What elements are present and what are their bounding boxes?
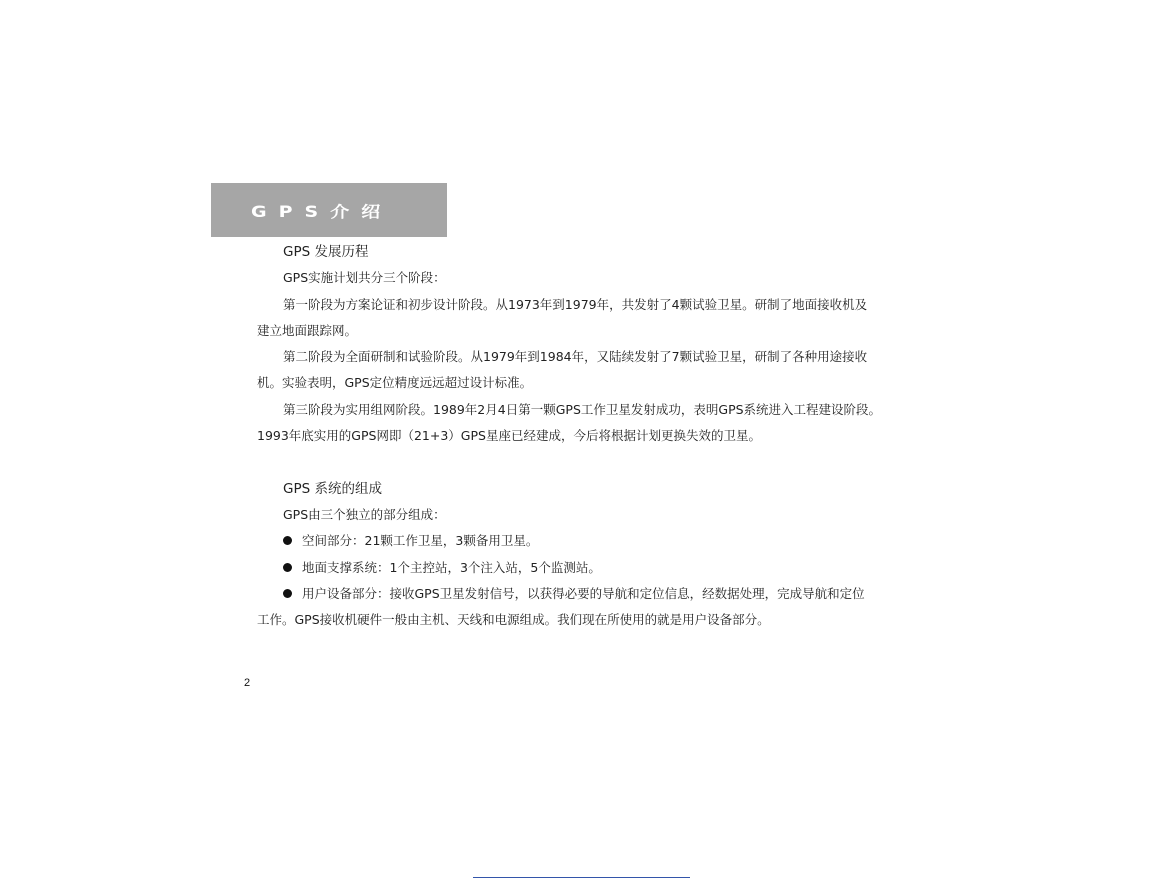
paragraph-line: 机。实验表明，GPS定位精度远远超过设计标准。	[257, 375, 533, 391]
list-item	[257, 581, 917, 607]
paragraph-line: 第三阶段为实用组网阶段。1989年2月4日第一颗GPS工作卫星发射成功，表明GPS系统进入工程建设阶段。	[283, 401, 882, 417]
list-item-text: 空间部分：21颗工作卫星，3颗备用卫星。	[302, 533, 539, 549]
bullet-icon	[283, 589, 292, 598]
list-item	[257, 528, 917, 554]
banner-title: GPS介绍	[251, 202, 393, 222]
bullet-icon	[283, 536, 292, 545]
page-number: 2	[244, 677, 251, 689]
section-title-banner	[211, 183, 447, 237]
paragraph-line: 第一阶段为方案论证和初步设计阶段。从1973年到1979年，共发射了4颗试验卫星。研制了地面接收机及	[283, 296, 868, 312]
page-body	[257, 239, 917, 633]
development-intro: GPS实施计划共分三个阶段：	[283, 270, 446, 286]
list-item-continuation: 工作。GPS接收机硬件一般由主机、天线和电源组成。我们现在所使用的就是用户设备部分。	[257, 612, 770, 628]
section-spacer	[257, 449, 917, 475]
section-heading-development: GPS 发展历程	[283, 244, 369, 260]
bullet-icon	[283, 563, 292, 572]
list-item-text: 用户设备部分：接收GPS卫星发射信号，以获得必要的导航和定位信息，经数据处理，完成导航和定位	[302, 585, 865, 601]
footer-rule	[473, 877, 690, 878]
paragraph-line: 建立地面跟踪网。	[257, 322, 358, 338]
paragraph-line: 第二阶段为全面研制和试验阶段。从1979年到1984年，又陆续发射了7颗试验卫星，研制了各种用途接收	[283, 349, 868, 365]
section-heading-composition: GPS 系统的组成	[283, 480, 382, 497]
list-item	[257, 555, 917, 581]
composition-intro: GPS由三个独立的部分组成：	[283, 506, 446, 522]
paragraph-line: 1993年底实用的GPS网即（21+3）GPS星座已经建成，今后将根据计划更换失效的卫星。	[257, 428, 761, 444]
list-item-text: 地面支撑系统：1个主控站，3个注入站，5个监测站。	[302, 559, 601, 575]
